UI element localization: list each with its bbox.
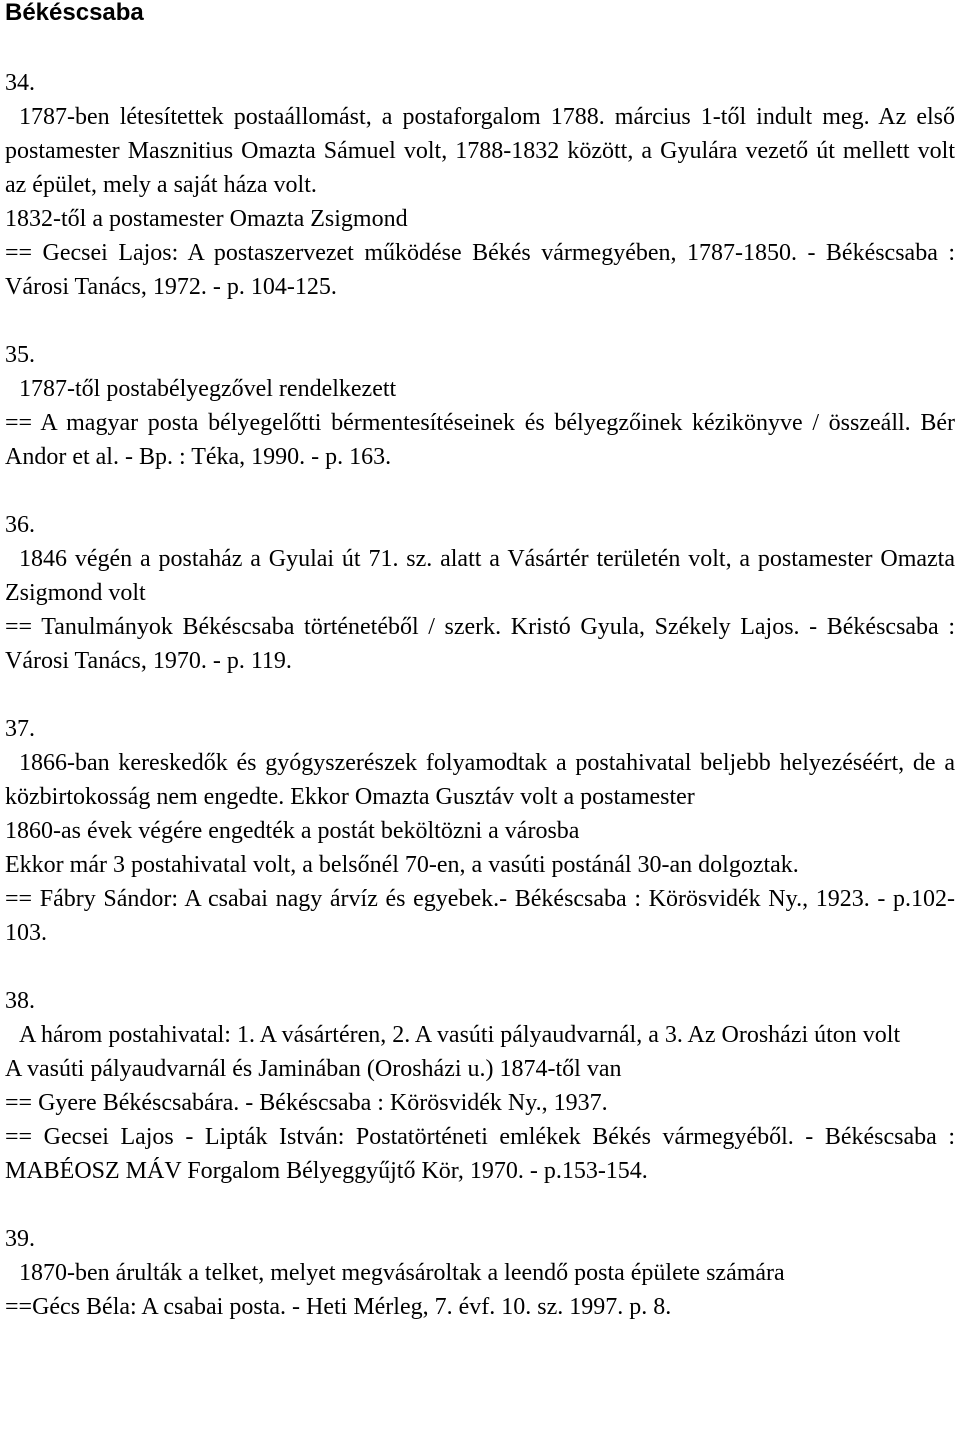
entry-citation: == Gecsei Lajos: A postaszervezet működése Békés vármegyében, 1787-1850. - Békéscsaba : Városi Tanács, 1972. - p. 104-125. bbox=[5, 240, 955, 300]
entry-gap bbox=[5, 950, 955, 984]
entry-text: 1870-ben árulták a telket, melyet megvásároltak a leendő posta épülete számára bbox=[19, 1260, 785, 1286]
entry-37 bbox=[5, 712, 955, 950]
entry-citation: == Gecsei Lajos - Lipták István: Postatörténeti emlékek Békés vármegyéből. - Békéscsaba : MABÉOSZ MÁV Forgalom Bélyeggyűjtő Kör, 1970. - p.153-154. bbox=[5, 1124, 955, 1184]
title-spacer bbox=[5, 26, 955, 66]
entry-number: 35. bbox=[5, 342, 35, 368]
document-page bbox=[5, 0, 955, 1324]
entry-36 bbox=[5, 508, 955, 678]
entry-38 bbox=[5, 984, 955, 1188]
entry-35 bbox=[5, 338, 955, 474]
entry-number: 39. bbox=[5, 1226, 35, 1252]
entry-citation: == A magyar posta bélyegelőtti bérmentesítéseinek és bélyegzőinek kézikönyve / összeáll. Bér Andor et al. - Bp. : Téka, 1990. - p. 163. bbox=[5, 410, 955, 470]
entry-text: 1860-as évek végére engedték a postát beköltözni a városba bbox=[5, 818, 580, 844]
entry-citation: == Fábry Sándor: A csabai nagy árvíz és egyebek.- Békéscsaba : Körösvidék Ny., 1923. - p.102-103. bbox=[5, 886, 955, 946]
entry-gap bbox=[5, 1188, 955, 1222]
entry-text: A vasúti pályaudvarnál és Jaminában (Orosházi u.) 1874-től van bbox=[5, 1056, 622, 1082]
entry-citation: == Tanulmányok Békéscsaba történetéből / szerk. Kristó Gyula, Székely Lajos. - Békéscsaba : Városi Tanács, 1970. - p. 119. bbox=[5, 614, 955, 674]
entry-text: 1866-ban kereskedők és gyógyszerészek folyamodtak a postahivatal beljebb helyezéséért, de a közbirtokosság nem engedte. Ekkor Omazta Gusztáv volt a postamester bbox=[5, 750, 955, 810]
entry-39 bbox=[5, 1222, 955, 1324]
entry-gap bbox=[5, 304, 955, 338]
entry-number: 38. bbox=[5, 988, 35, 1014]
entry-text: 1787-ben létesítettek postaállomást, a postaforgalom 1788. március 1-től indult meg. Az első postamester Masznitius Omazta Sámuel volt, 1788-1832 között, a Gyulára vezető út mellett volt az épület, mely a saját háza volt. bbox=[5, 104, 955, 198]
entry-text: A három postahivatal: 1. A vásártéren, 2. A vasúti pályaudvarnál, a 3. Az Orosházi úton volt bbox=[19, 1022, 901, 1048]
page-title: Békéscsaba bbox=[5, 0, 144, 26]
entry-citation: ==Gécs Béla: A csabai posta. - Heti Mérleg, 7. évf. 10. sz. 1997. p. 8. bbox=[5, 1294, 672, 1320]
entry-gap bbox=[5, 474, 955, 508]
entry-number: 37. bbox=[5, 716, 35, 742]
entry-34 bbox=[5, 66, 955, 304]
entry-text: Ekkor már 3 postahivatal volt, a belsőnél 70-en, a vasúti postánál 30-an dolgoztak. bbox=[5, 852, 799, 878]
entry-gap bbox=[5, 678, 955, 712]
entry-text: 1832-től a postamester Omazta Zsigmond bbox=[5, 206, 408, 232]
entry-number: 34. bbox=[5, 70, 35, 96]
entry-text: 1787-től postabélyegzővel rendelkezett bbox=[19, 376, 397, 402]
entry-text: 1846 végén a postaház a Gyulai út 71. sz. alatt a Vásártér területén volt, a postamester Omazta Zsigmond volt bbox=[5, 546, 955, 606]
entry-citation: == Gyere Békéscsabára. - Békéscsaba : Körösvidék Ny., 1937. bbox=[5, 1090, 608, 1116]
entry-number: 36. bbox=[5, 512, 35, 538]
